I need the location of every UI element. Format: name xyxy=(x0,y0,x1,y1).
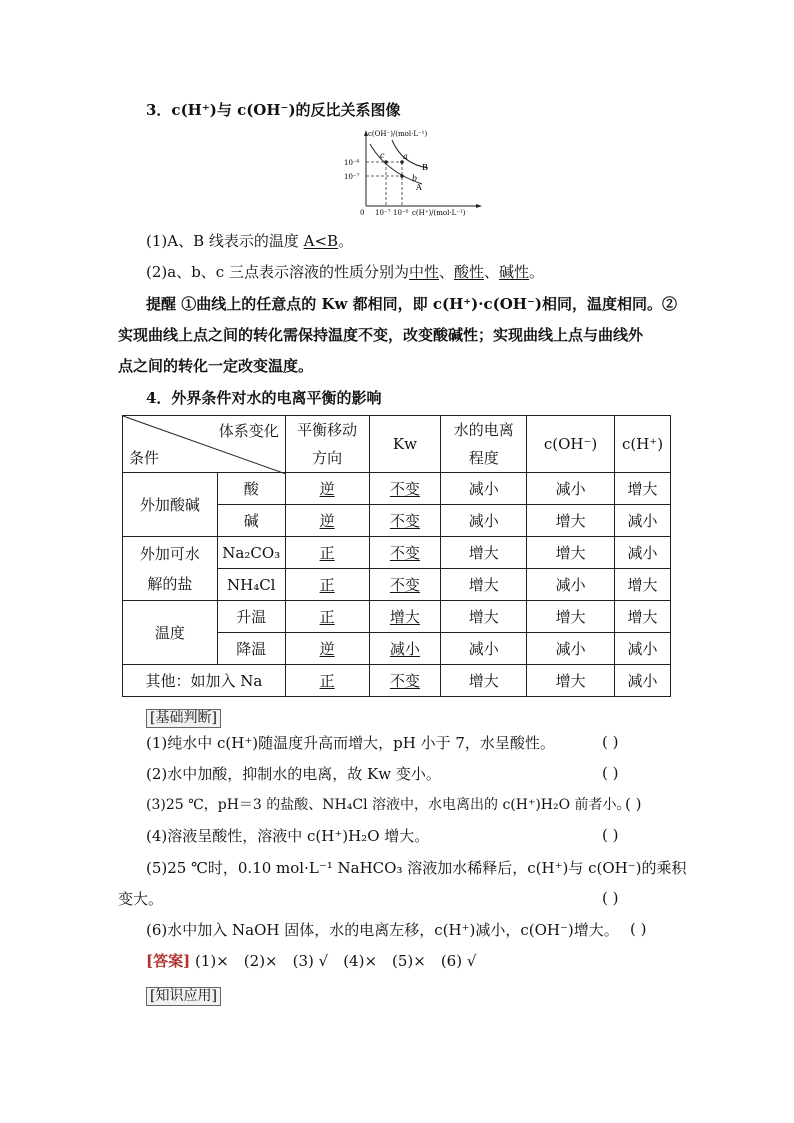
answer-line xyxy=(146,951,476,971)
row-sub: 升温 xyxy=(217,601,285,633)
table-row xyxy=(123,473,671,505)
cell: 减小 xyxy=(441,505,527,537)
blank-2: ( ) xyxy=(602,764,619,782)
cell: 减小 xyxy=(527,473,615,505)
header-oh: c(OH⁻) xyxy=(527,416,615,473)
x-tick-high: 10⁻⁶ xyxy=(393,209,409,217)
x-axis-label: c(H⁺)/(mol·L⁻¹) xyxy=(412,209,466,217)
judge-item-1: (1)纯水中 c(H⁺)随温度升高而增大，pH 小于 7，水呈酸性。 xyxy=(146,734,555,752)
cell: 增大 xyxy=(527,505,615,537)
cell: 增大 xyxy=(441,665,527,697)
cell: 不变 xyxy=(389,576,420,594)
header-h: c(H⁺) xyxy=(615,416,671,473)
cell: 正 xyxy=(319,576,335,594)
cell: 不变 xyxy=(389,512,420,530)
blank-4: ( ) xyxy=(602,826,619,844)
header-kw: Kw xyxy=(369,416,441,473)
water-ionization-table xyxy=(122,415,671,697)
cell: 减小 xyxy=(615,537,671,569)
tip-line2: 实现曲线上点之间的转化需保持温度不变，改变酸碱性；实现曲线上点与曲线外 xyxy=(118,326,644,344)
origin-label: 0 xyxy=(360,209,365,217)
application-tag: [知识应用] xyxy=(146,987,221,1006)
blank-1: ( ) xyxy=(602,733,619,751)
cell: 逆 xyxy=(319,480,335,498)
cell: 逆 xyxy=(319,512,335,530)
corner-top: 体系变化 xyxy=(218,422,279,440)
item1-prefix: (1)A、B 线表示的温度 xyxy=(146,232,304,250)
point-c-dot xyxy=(384,160,388,164)
tip-line1 xyxy=(146,294,677,314)
table-row xyxy=(123,601,671,633)
group-label: 温度 xyxy=(123,601,218,665)
y-axis-label: c(OH⁻)/(mol·L⁻¹) xyxy=(368,130,428,138)
blank-6: ( ) xyxy=(630,920,647,938)
row-sub: 酸 xyxy=(217,473,285,505)
item2-sep2: 、 xyxy=(484,263,500,281)
judge-item-5: (5)25 ℃时，0.10 mol·L⁻¹ NaHCO₃ 溶液加水稀释后，c(H⁺)与 c(OH⁻)的乘积 xyxy=(146,859,687,877)
cell: 减小 xyxy=(527,633,615,665)
answer-tag: [答案] xyxy=(146,952,191,970)
item2-prefix: (2)a、b、c 三点表示溶液的性质分别为 xyxy=(146,263,409,281)
table-corner xyxy=(123,416,286,473)
cell: 正 xyxy=(319,672,335,690)
tip-label: 提醒 xyxy=(146,295,177,313)
cell: 不变 xyxy=(389,544,420,562)
cell: 减小 xyxy=(389,640,420,658)
item2-sep1: 、 xyxy=(438,263,454,281)
cell: 增大 xyxy=(615,569,671,601)
header-degree: 水的电离 程度 xyxy=(441,416,527,473)
cell: 减小 xyxy=(615,633,671,665)
judge-item-3: (3)25 ℃，pH＝3 的盐酸、NH₄Cl 溶液中，水电离出的 c(H⁺)H₂O 前者小。 xyxy=(146,797,631,813)
curve-a-label: A xyxy=(416,183,422,192)
judge-item-5-cont: 变大。 xyxy=(118,890,164,908)
cell: 减小 xyxy=(527,569,615,601)
answers: (1)× (2)× (3) √ (4)× (5)× (6) √ xyxy=(194,952,477,970)
cell: 逆 xyxy=(319,640,335,658)
item1-suffix: 。 xyxy=(338,232,354,250)
item2-answer-1: 中性 xyxy=(408,263,439,281)
cell: 减小 xyxy=(441,473,527,505)
item2 xyxy=(146,262,544,282)
blank-3: ( ) xyxy=(625,795,642,813)
judge-item-4: (4)溶液呈酸性，溶液中 c(H⁺)H₂O 增大。 xyxy=(146,827,430,845)
judge-item-2: (2)水中加酸，抑制水的电离，故 Kw 变小。 xyxy=(146,765,441,783)
cell: 增大 xyxy=(615,473,671,505)
header-shift: 平衡移动 方向 xyxy=(285,416,369,473)
item2-suffix: 。 xyxy=(529,263,545,281)
cell: 增大 xyxy=(527,665,615,697)
point-a-label: a xyxy=(403,152,408,161)
tip-line3: 点之间的转化一定改变温度。 xyxy=(118,357,314,375)
point-b-label: b xyxy=(412,174,418,183)
last-row-label: 其他：如加入 Na xyxy=(123,665,286,697)
judgement-tag: [基础判断] xyxy=(146,709,221,728)
section4-heading: 4．外界条件对水的电离平衡的影响 xyxy=(146,389,382,407)
corner-bottom: 条件 xyxy=(129,449,160,467)
y-tick-high: 10⁻⁶ xyxy=(344,159,360,167)
item1 xyxy=(146,231,353,251)
cell: 正 xyxy=(319,544,335,562)
y-tick-low: 10⁻⁷ xyxy=(344,173,360,181)
judge-item-6: (6)水中加入 NaOH 固体，水的电离左移，c(H⁺)减小，c(OH⁻)增大。 xyxy=(146,921,619,939)
cell: 增大 xyxy=(615,601,671,633)
group-label: 外加可水 解的盐 xyxy=(123,537,218,601)
inverse-relation-graph xyxy=(340,126,490,218)
item2-answer-3: 碱性 xyxy=(499,263,530,281)
table-row xyxy=(123,665,671,697)
section3-heading: 3．c(H⁺)与 c(OH⁻)的反比关系图像 xyxy=(146,101,401,119)
cell: 增大 xyxy=(527,601,615,633)
cell: 不变 xyxy=(389,480,420,498)
point-b-dot xyxy=(400,174,404,178)
row-sub: NH₄Cl xyxy=(217,569,285,601)
table-row xyxy=(123,537,671,569)
blank-5: ( ) xyxy=(602,889,619,907)
cell: 增大 xyxy=(441,537,527,569)
cell: 不变 xyxy=(389,672,420,690)
tip-text1: ①曲线上的任意点的 Kw 都相同，即 c(H⁺)·c(OH⁻)相同，温度相同。② xyxy=(176,295,677,313)
row-sub: 碱 xyxy=(217,505,285,537)
cell: 正 xyxy=(319,608,335,626)
item1-answer: A<B xyxy=(303,232,339,250)
curve-b-label: B xyxy=(422,163,428,172)
cell: 减小 xyxy=(441,633,527,665)
cell: 增大 xyxy=(389,608,420,626)
row-sub: Na₂CO₃ xyxy=(217,537,285,569)
cell: 减小 xyxy=(615,665,671,697)
cell: 增大 xyxy=(441,601,527,633)
cell: 增大 xyxy=(527,537,615,569)
row-sub: 降温 xyxy=(217,633,285,665)
group-label: 外加酸碱 xyxy=(123,473,218,537)
item2-answer-2: 酸性 xyxy=(454,263,485,281)
cell: 增大 xyxy=(441,569,527,601)
point-c-label: c xyxy=(380,151,385,160)
cell: 减小 xyxy=(615,505,671,537)
x-tick-low: 10⁻⁷ xyxy=(375,209,391,217)
